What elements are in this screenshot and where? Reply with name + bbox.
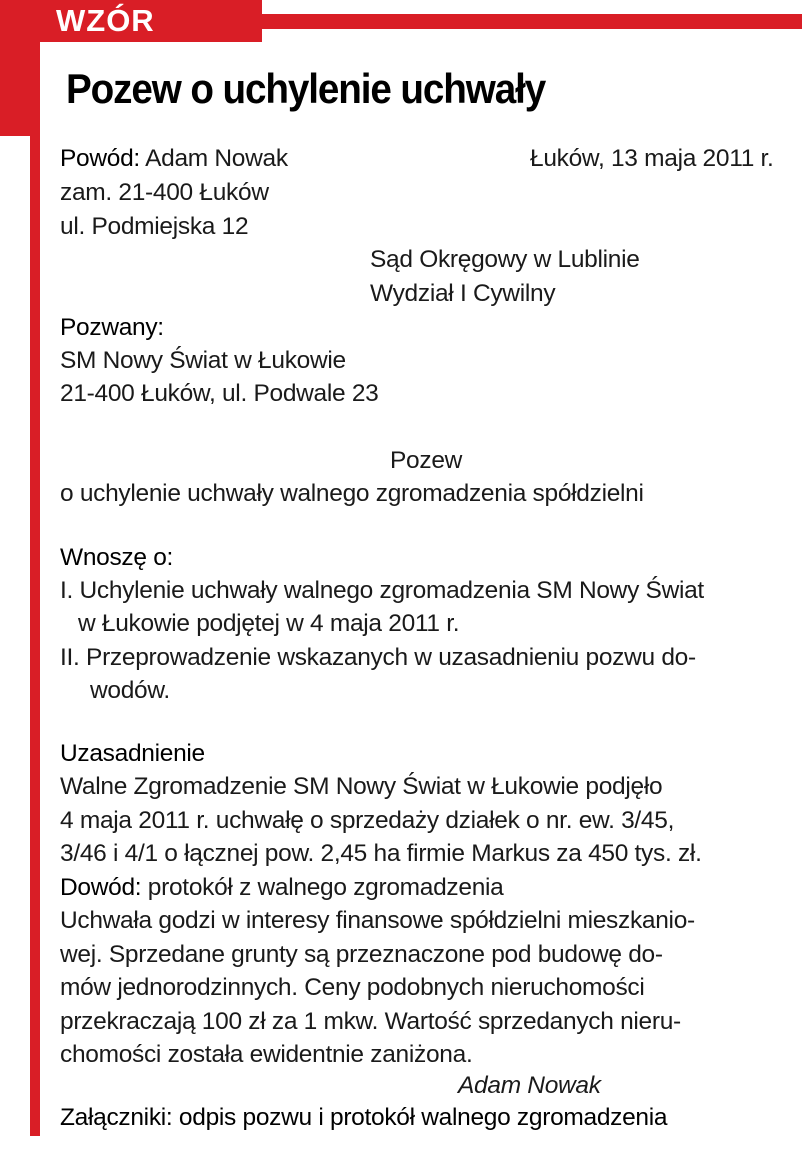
justification-line-4: Uchwała godzi w interesy finansowe spółdzielni mieszkanio-: [60, 907, 695, 934]
pleading-subtitle: o uchylenie uchwały walnego zgromadzenia spółdzielni: [60, 480, 644, 507]
header-red-stripe: [262, 14, 802, 29]
justification-line-7: przekraczają 100 zł za 1 mkw. Wartość sprzedanych nieru-: [60, 1008, 681, 1035]
court-name: Sąd Okręgowy w Lublinie: [370, 246, 640, 273]
defendant-address: 21-400 Łuków, ul. Podwale 23: [60, 380, 379, 407]
justification-line-2: 4 maja 2011 r. uchwałę o sprzedaży działek o nr. ew. 3/45,: [60, 807, 675, 834]
signature: Adam Nowak: [458, 1072, 601, 1099]
pleading-title: Pozew: [390, 447, 463, 474]
plaintiff-address-2: ul. Podmiejska 12: [60, 213, 249, 240]
justification-line-8: chomości została ewidentnie zaniżona.: [60, 1041, 473, 1068]
header-tag: WZÓR: [56, 3, 155, 38]
justification-line-6: mów jednorodzinnych. Ceny podobnych nieruchomości: [60, 974, 645, 1001]
justification-label: Uzasadnienie: [60, 740, 205, 767]
defendant-label: Pozwany:: [60, 314, 164, 341]
justification-line-1: Walne Zgromadzenie SM Nowy Świat w Łukowie podjęło: [60, 773, 663, 800]
request-2-line-2: wodów.: [90, 677, 170, 704]
justification-line-3: 3/46 i 4/1 o łącznej pow. 2,45 ha firmie Markus za 450 tys. zł.: [60, 840, 702, 867]
requests-label: Wnoszę o:: [60, 544, 174, 571]
place-date: Łuków, 13 maja 2011 r.: [530, 145, 774, 172]
document-title: Pozew o uchylenie uchwały: [66, 65, 546, 112]
plaintiff-address-1: zam. 21-400 Łuków: [60, 179, 269, 206]
evidence-text: protokół z walnego zgromadzenia: [147, 874, 504, 901]
plaintiff-label: Powód:: [60, 145, 140, 172]
evidence-line: [60, 872, 504, 904]
defendant-name: SM Nowy Świat w Łukowie: [60, 347, 346, 374]
plaintiff-line: [60, 143, 288, 175]
court-division: Wydział I Cywilny: [370, 280, 556, 307]
request-2-line-1: II. Przeprowadzenie wskazanych w uzasadnieniu pozwu do-: [60, 644, 696, 671]
justification-line-5: wej. Sprzedane grunty są przeznaczone pod budowę do-: [60, 941, 663, 968]
header-red-block: [0, 0, 40, 136]
request-1-line-1: I. Uchylenie uchwały walnego zgromadzenia SM Nowy Świat: [60, 577, 704, 604]
left-red-rule: [30, 136, 40, 1136]
request-1-line-2: w Łukowie podjętej w 4 maja 2011 r.: [78, 610, 460, 637]
plaintiff-name: Adam Nowak: [145, 145, 288, 172]
evidence-label: Dowód:: [60, 874, 142, 901]
attachments: Załączniki: odpis pozwu i protokół walnego zgromadzenia: [60, 1104, 668, 1131]
